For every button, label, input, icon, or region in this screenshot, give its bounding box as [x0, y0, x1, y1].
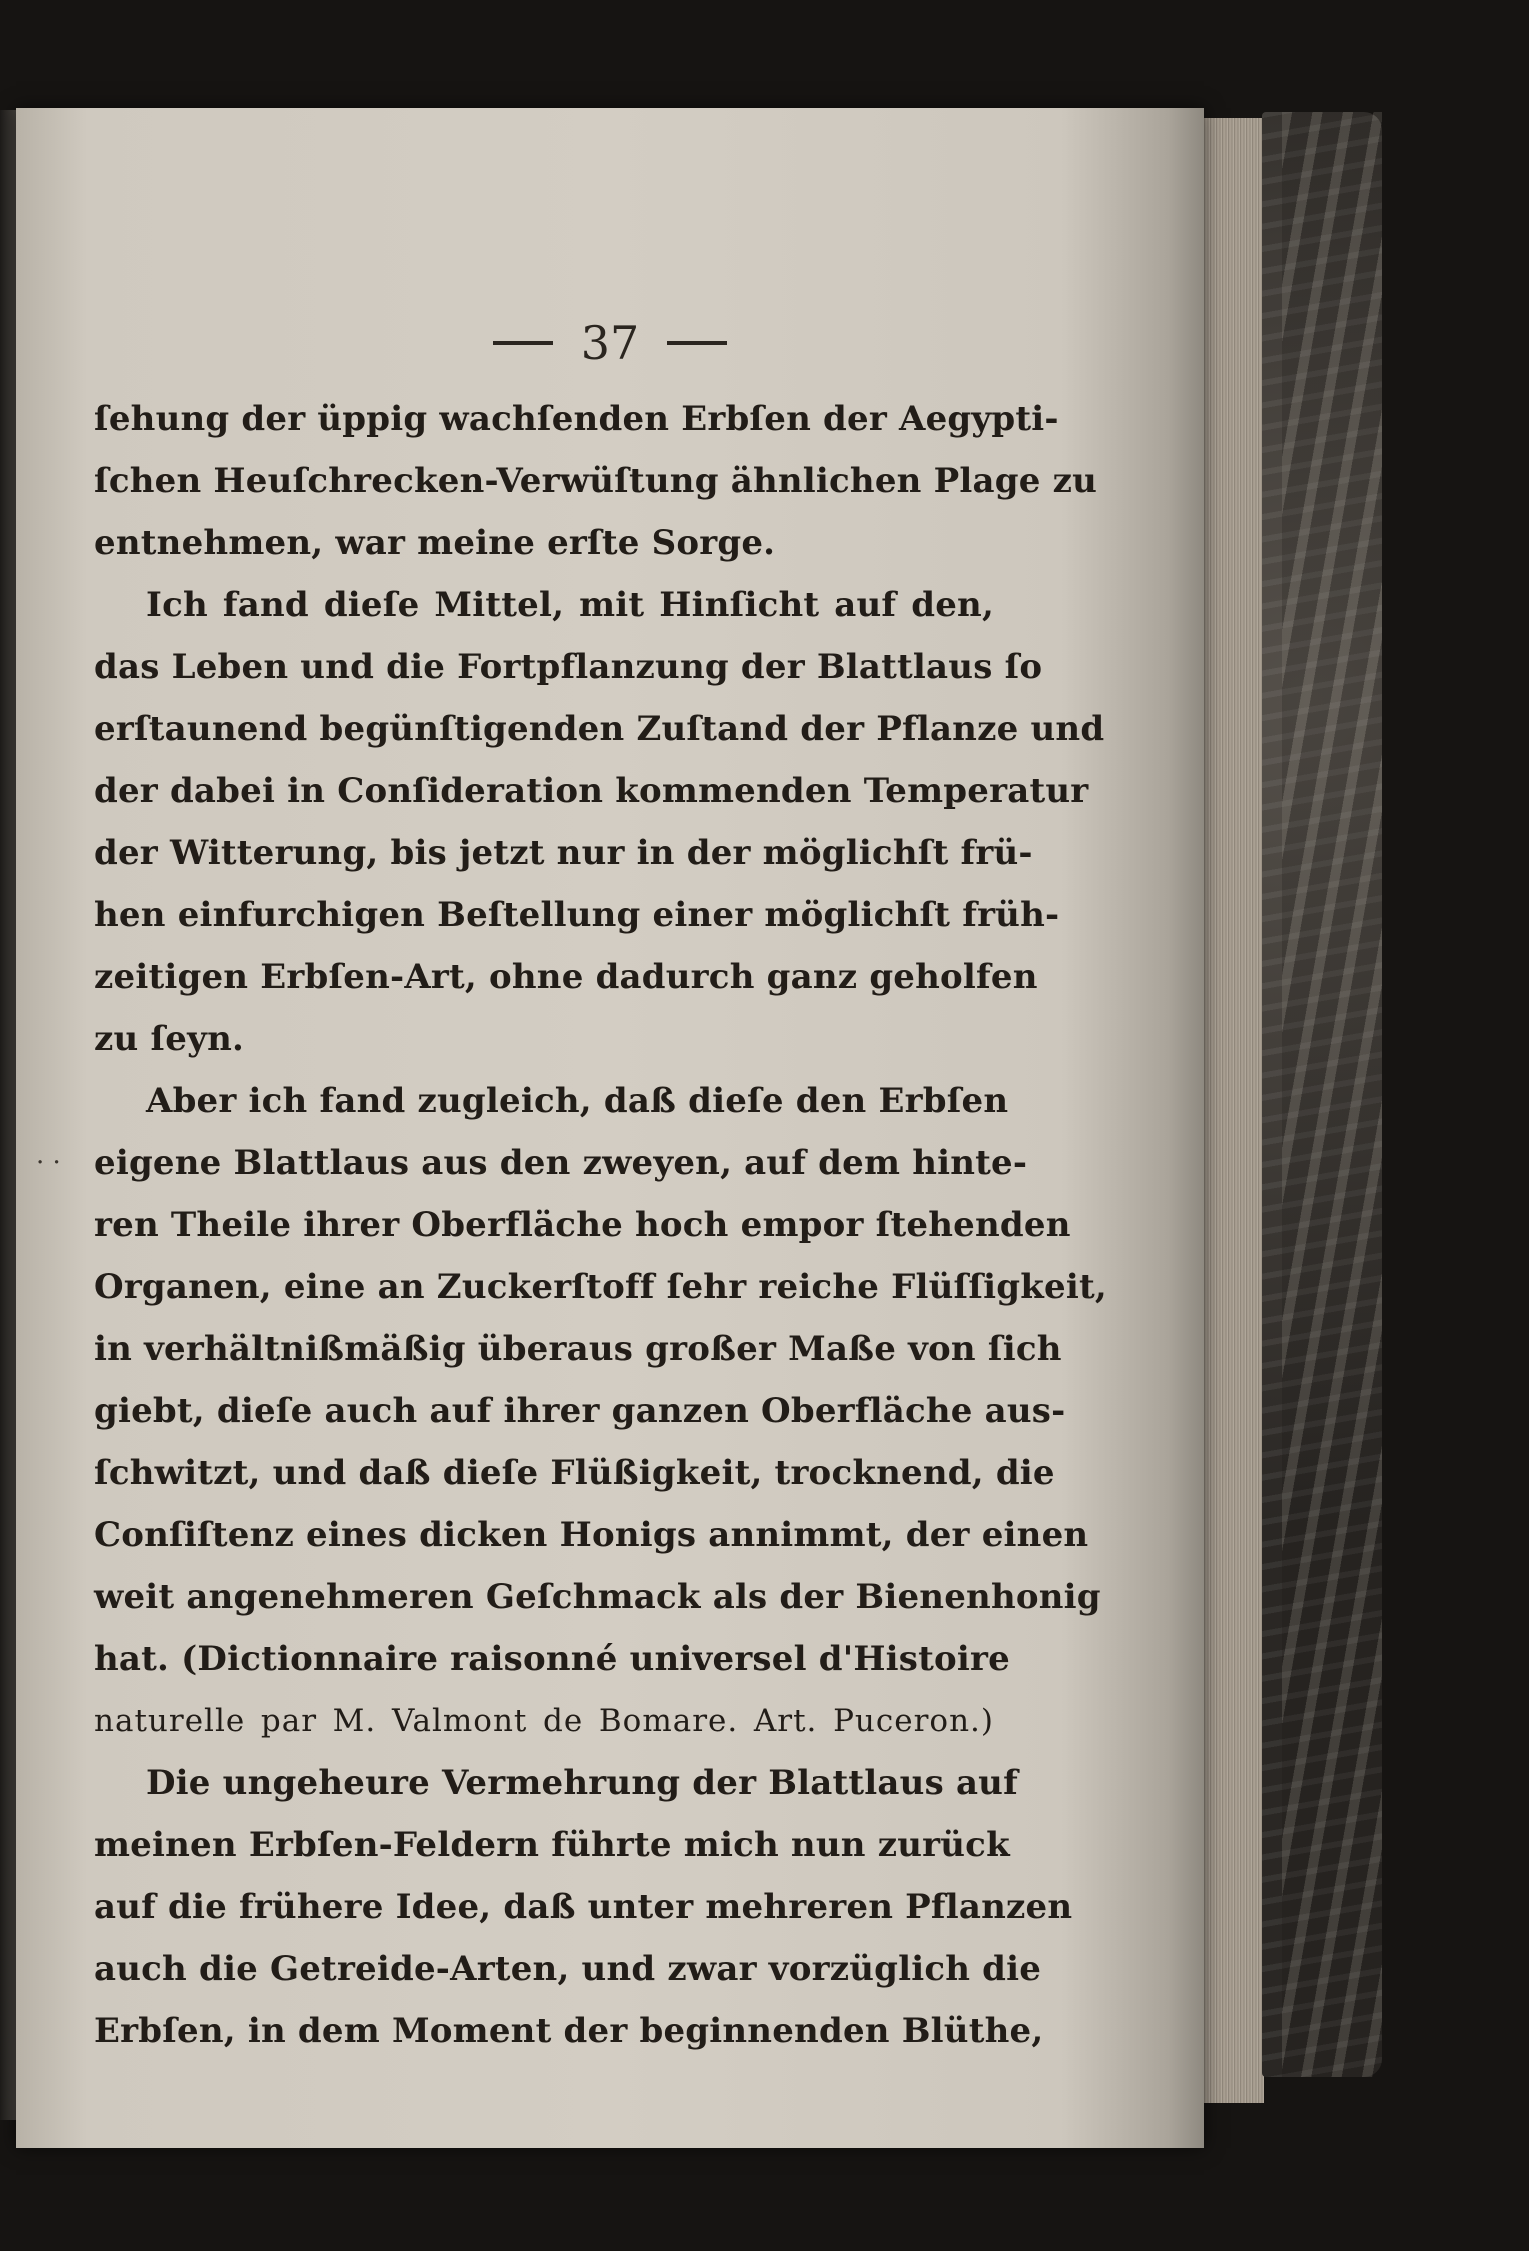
text-line: meinen Erbſen-Feldern führte mich nun zurück [94, 1825, 1010, 1865]
text-line: ſehung der üppig wachſenden Erbſen der Aegypti- [94, 399, 1059, 439]
text-line: der Witterung, bis jetzt nur in der möglichſt frü- [94, 833, 1033, 873]
text-line: der dabei in Conſideration kommenden Temperatur [94, 771, 1089, 811]
text-line: das Leben und die Fortpflanzung der Blattlaus ſo [94, 647, 1043, 687]
book-cover [1262, 112, 1382, 2077]
header-dash-right [667, 341, 727, 345]
text-line: giebt, dieſe auch auf ihrer ganzen Oberfläche aus- [94, 1391, 1066, 1431]
header-dash-left [493, 341, 553, 345]
text-line: zeitigen Erbſen-Art, ohne dadurch ganz geholfen [94, 957, 1038, 997]
text-line: hat. (Dictionnaire raisonné universel d'Histoire [94, 1639, 1010, 1679]
text-line: weit angenehmeren Geſchmack als der Bienenhonig [94, 1577, 1101, 1617]
text-line: ren Theile ihrer Oberfläche hoch empor ſtehenden [94, 1205, 1071, 1245]
page-header [16, 308, 1204, 378]
page-block-edge [1204, 118, 1264, 2103]
text-line: eigene Blattlaus aus den zweyen, auf dem hinte- [94, 1143, 1028, 1183]
text-line: auf die frühere Idee, daß unter mehreren Pflanzen [94, 1887, 1073, 1927]
text-line: erſtaunend begünſtigenden Zuſtand der Pflanze und [94, 709, 1105, 749]
text-line: zu ſeyn. [94, 1019, 245, 1059]
citation-line: naturelle par M. Valmont de Bomare. Art. Puceron.) [94, 1703, 994, 1739]
previous-page-edge [0, 110, 16, 2120]
text-line: Erbſen, in dem Moment der beginnenden Blüthe, [94, 2011, 1044, 2051]
text-line: Organen, eine an Zuckerſtoff ſehr reiche Flüſſigkeit, [94, 1267, 1107, 1307]
text-line: ſchen Heuſchrecken-Verwüſtung ähnlichen Plage zu [94, 461, 1098, 501]
text-line: Aber ich fand zugleich, daß dieſe den Erbſen [146, 1081, 1009, 1121]
page-number: 37 [580, 316, 640, 370]
text-line: Die ungeheure Vermehrung der Blattlaus auf [146, 1763, 1018, 1803]
text-line: in verhältnißmäßig überaus großer Maße von ſich [94, 1329, 1062, 1369]
text-line: entnehmen, war meine erſte Sorge. [94, 523, 776, 563]
book-page [16, 108, 1204, 2148]
page-body [94, 388, 1107, 2062]
margin-mark: · · [36, 1148, 61, 1178]
text-line: auch die Getreide-Arten, und zwar vorzüglich die [94, 1949, 1042, 1989]
text-line: Conſiſtenz eines dicken Honigs annimmt, der einen [94, 1515, 1089, 1555]
text-line: hen einfurchigen Beſtellung einer möglichſt früh- [94, 895, 1060, 935]
text-line: ſchwitzt, und daß dieſe Flüßigkeit, trocknend, die [94, 1453, 1055, 1493]
text-line: Ich fand dieſe Mittel, mit Hinſicht auf den, [146, 585, 994, 625]
